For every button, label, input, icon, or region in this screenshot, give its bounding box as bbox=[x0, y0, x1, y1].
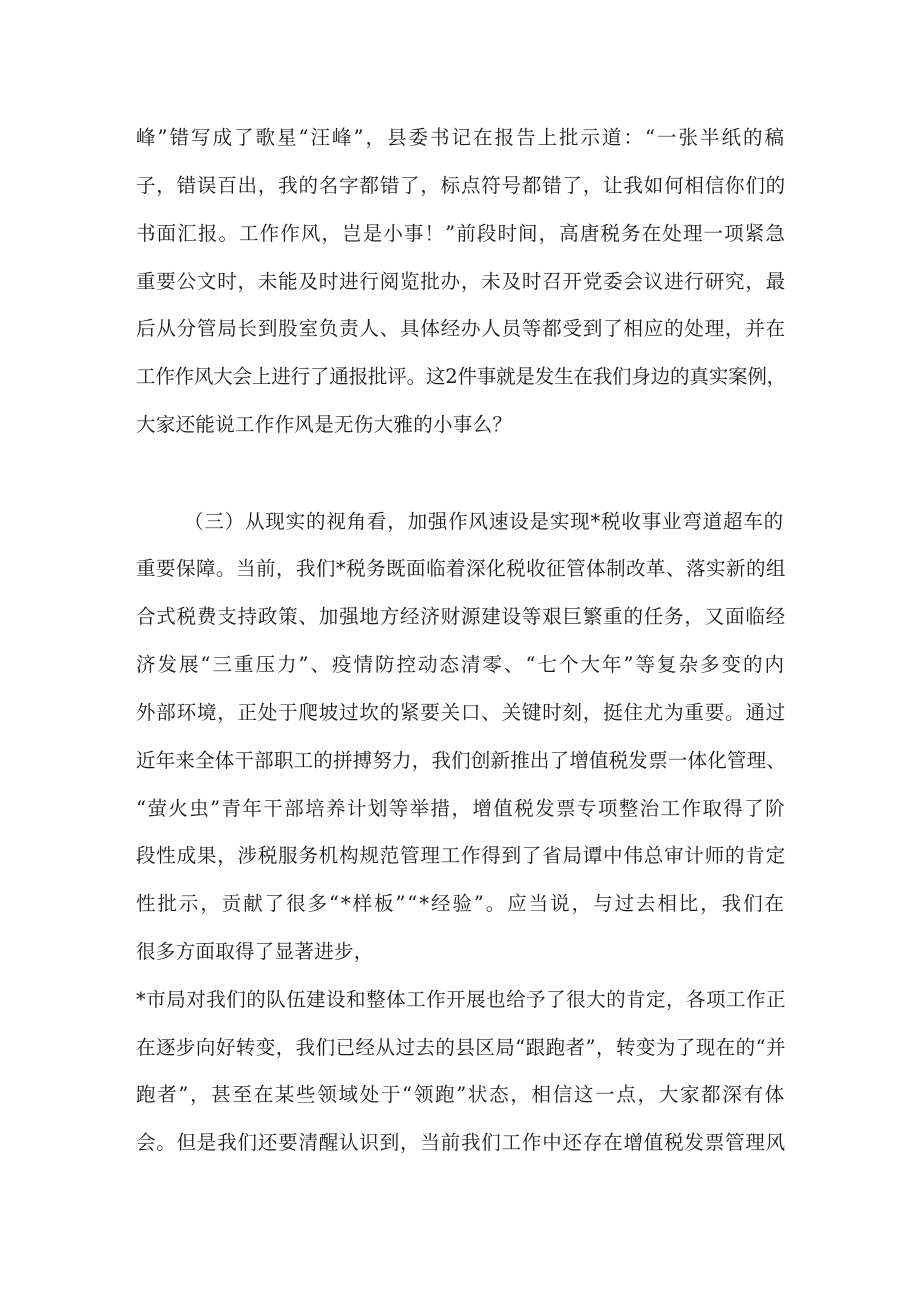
text-line: 书面汇报。工作作风，岂是小事！”前段时间，高唐税务在处理一项紧急 bbox=[136, 222, 786, 245]
text-line: *市局对我们的队伍建设和整体工作开展也给予了很大的肯定，各项工作正 bbox=[136, 988, 786, 1011]
text-line: 济发展“三重压力”、疫情防控动态清零、“七个大年”等复杂多变的内 bbox=[136, 653, 786, 676]
text-line: （三）从现实的视角看，加强作风速设是实现*税收事业弯道超车的 bbox=[184, 510, 784, 533]
text-line: 很多方面取得了显著进步， bbox=[136, 940, 374, 963]
text-line: 外部环境，正处于爬坡过坎的紧要关口、关键时刻，挺住尤为重要。通过 bbox=[136, 701, 786, 724]
text-line: 重要保障。当前，我们*税务既面临着深化税收征管体制改革、落实新的组 bbox=[136, 557, 786, 580]
text-line: 大家还能说工作作风是无伤大雅的小事么？ bbox=[136, 413, 513, 436]
text-line: 工作作风大会上进行了通报批评。这2件事就是发生在我们身边的真实案例， bbox=[136, 365, 786, 388]
text-line: 段性成果，涉税服务机构规范管理工作得到了省局谭中伟总审计师的肯定 bbox=[136, 844, 786, 867]
text-line: 峰”错写成了歌星“汪峰”，县委书记在报告上批示道：“一张半纸的稿 bbox=[136, 126, 786, 149]
text-line: 会。但是我们还要清醒认识到，当前我们工作中还存在增值税发票管理风 bbox=[136, 1131, 786, 1154]
text-line: 近年来全体干部职工的拼搏努力，我们创新推出了增值税发票一体化管理、 bbox=[136, 749, 786, 772]
text-line: 跑者”，甚至在某些领域处于“领跑”状态，相信这一点，大家都深有体 bbox=[136, 1083, 786, 1106]
text-line: 后从分管局长到股室负责人、具体经办人员等都受到了相应的处理，并在 bbox=[136, 317, 786, 340]
text-line: “萤火虫”青年干部培养计划等举措，增值税发票专项整治工作取得了阶 bbox=[136, 797, 786, 820]
text-line: 在逐步向好转变，我们已经从过去的县区局“跟跑者”，转变为了现在的“并 bbox=[136, 1036, 786, 1059]
text-line: 合式税费支持政策、加强地方经济财源建设等艰巨繁重的任务，又面临经 bbox=[136, 605, 786, 628]
text-line: 性批示，贡献了很多“*样板”“*经验”。应当说，与过去相比，我们在 bbox=[136, 892, 786, 915]
text-line: 重要公文时，未能及时进行阅览批办，未及时召开党委会议进行研究，最 bbox=[136, 270, 786, 293]
text-line: 子，错误百出，我的名字都错了，标点符号都错了，让我如何相信你们的 bbox=[136, 174, 786, 197]
